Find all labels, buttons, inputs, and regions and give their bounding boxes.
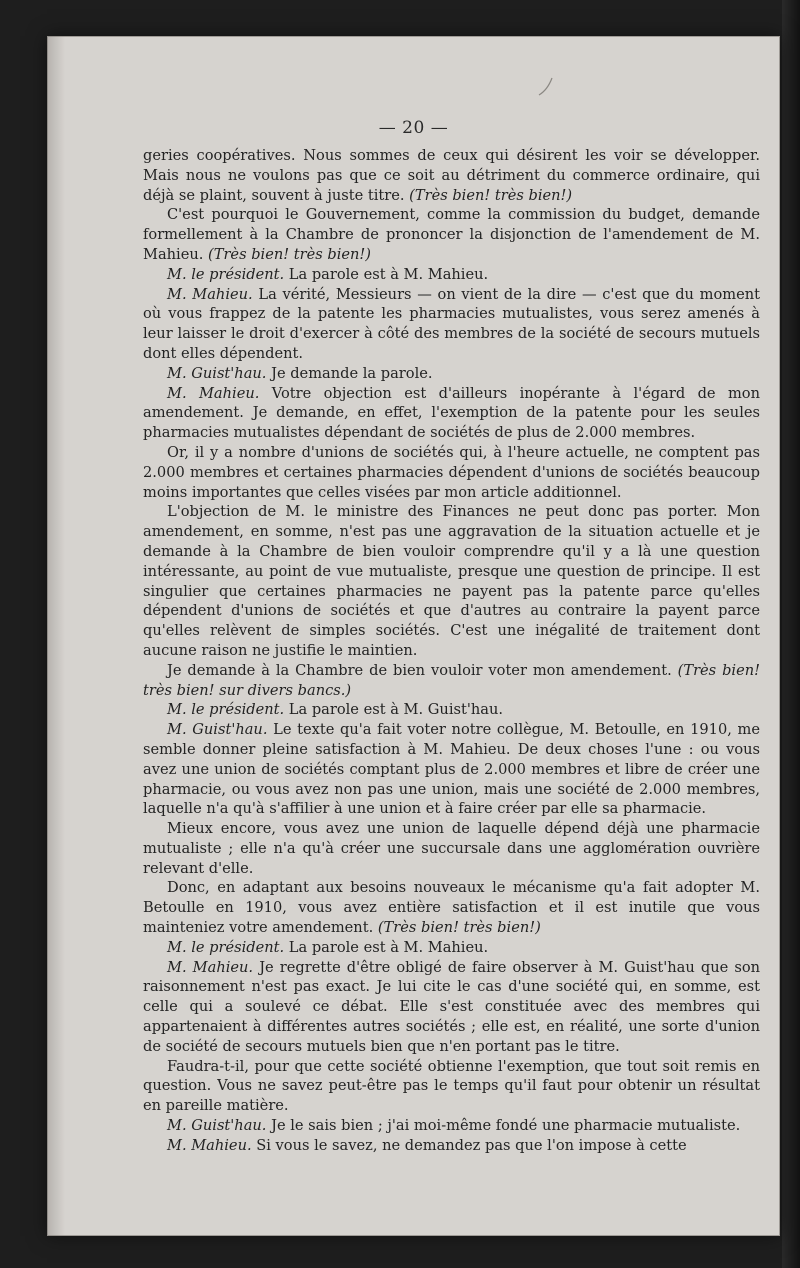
- paragraph-text: Je le sais bien ; j'ai moi-même fondé une pharmacie mutualiste.: [271, 1117, 741, 1135]
- paragraph-text: L'objection de M. le ministre des Finances ne peut donc pas porter. Mon amendement, en somme, n'est pas une aggravation de la situation actuelle et je demande à la Chambre de bien vouloir comprendre qu'il y a là une question intéressante, au point de vue mutualiste, presque une question de principe. Il est singulier que certaines pharmacies ne payent pas la patente parce qu'elles dépendent d'unions de sociétés et que d'autres au contraire la payent parce qu'elles relèvent de simples sociétés. C'est une inégalité de traitement dont aucune raison ne justifie le maintien.: [143, 503, 760, 659]
- speaker-name: M. Guist'hau.: [167, 1117, 267, 1135]
- speech-paragraph: [143, 384, 760, 443]
- document-page: [47, 36, 780, 1236]
- paragraph-text: Je demande la parole.: [271, 364, 433, 382]
- paragraph: [143, 878, 760, 937]
- paragraph: [143, 146, 760, 205]
- paragraph-text: Je demande à la Chambre de bien vouloir voter mon amendement.: [167, 661, 672, 679]
- speech-paragraph: [143, 700, 760, 720]
- paragraph-text: Faudra-t-il, pour que cette société obtienne l'exemption, que tout soit remis en question. Vous ne savez peut-être pas le temps qu'il faut pour obtenir un résultat en pareille matière.: [143, 1057, 760, 1115]
- speaker-name: M. Guist'hau.: [167, 721, 268, 739]
- speech-paragraph: [143, 1116, 760, 1136]
- speaker-name: M. Mahieu.: [167, 958, 254, 976]
- speaker-name: M. Mahieu.: [167, 384, 260, 402]
- applause-note: (Très bien! très bien!): [208, 245, 371, 263]
- paragraph-text: La parole est à M. Mahieu.: [288, 938, 489, 956]
- paragraph-text: Or, il y a nombre d'unions de sociétés qui, à l'heure actuelle, ne comptent pas 2.000 membres et certaines pharmacies dépendent d'unions de sociétés beaucoup moins importantes que celles visées par mon article additionnel.: [143, 443, 760, 501]
- speaker-name: M. le président.: [167, 265, 285, 283]
- paragraph-text: La vérité, Messieurs — on vient de la dire — c'est que du moment où vous frappez de la patente les pharmacies mutualistes, vous serez amenés à leur laisser le droit d'exercer à côté des membres de la société de secours mutuels dont elles dépendent.: [143, 285, 761, 362]
- paragraph-text: Votre objection est d'ailleurs inopérante à l'égard de mon amendement. Je demande, en effet, l'exemption de la patente pour les seules pharmacies mutualistes dépendant de sociétés de plus de 2.000 membres.: [143, 384, 760, 442]
- page-number: — 20 —: [378, 118, 449, 138]
- speech-paragraph: [143, 720, 760, 819]
- speech-paragraph: [143, 265, 760, 285]
- applause-note: (Très bien! très bien!): [409, 186, 573, 204]
- speaker-name: M. Mahieu.: [167, 285, 253, 303]
- applause-note: (Très bien! très bien!): [377, 919, 541, 937]
- scanner-backdrop: [782, 0, 800, 1268]
- paragraph-text: La parole est à M. Mahieu.: [288, 265, 489, 283]
- paragraph-text: Donc, en adaptant aux besoins nouveaux le mécanisme qu'a fait adopter M. Betoulle en 1910, vous avez entière satisfaction et il est inutile que vous mainteniez votre amendement.: [143, 879, 760, 937]
- speech-paragraph: [143, 285, 760, 364]
- pencil-mark-icon: [535, 76, 557, 98]
- body-text: [143, 146, 760, 1156]
- paragraph-text: Si vous le savez, ne demandez pas que l'on impose à cette: [256, 1136, 687, 1154]
- speaker-name: M. le président.: [167, 938, 285, 956]
- paragraph-text: C'est pourquoi le Gouvernement, comme la commission du budget, demande formellement à la Chambre de prononcer la disjonction de l'amendement de M. Mahieu.: [143, 206, 760, 263]
- paragraph: [143, 502, 760, 660]
- speech-paragraph: [143, 1136, 760, 1156]
- speech-paragraph: [143, 364, 760, 384]
- speech-paragraph: [143, 958, 760, 1057]
- paragraph-text: La parole est à M. Guist'hau.: [288, 701, 503, 719]
- speech-paragraph: [143, 938, 760, 958]
- paragraph: [143, 819, 760, 878]
- speaker-name: M. le président.: [167, 701, 285, 719]
- paragraph-text: Je regrette d'être obligé de faire observer à M. Guist'hau que son raisonnement n'est pas exact. Je lui cite le cas d'une société qui, en somme, est celle qui a soulevé ce débat. Elle s'est constituée avec des membres qui appartenaient à différentes autres sociétés ; elle est, en réalité, une sorte d'union de société de secours mutuels bien que n'en portant pas le titre.: [143, 958, 761, 1055]
- speaker-name: M. Guist'hau.: [167, 364, 267, 382]
- paragraph: [143, 443, 760, 502]
- speaker-name: M. Mahieu.: [167, 1136, 252, 1154]
- paragraph: [143, 661, 760, 701]
- binding-shadow: [47, 36, 65, 1236]
- paragraph-text: Le texte qu'a fait voter notre collègue, M. Betoulle, en 1910, me semble donner pleine satisfaction à M. Mahieu. De deux choses l'une : ou vous avez une union de sociétés comptant plus de 2.000 membres et libre de créer une pharmacie, ou vous avez non pas une union, mais une société de 2.000 membres, laquelle n'a qu'à s'affilier à une union et à faire créer par elle sa pharmacie.: [143, 721, 760, 818]
- paragraph: [143, 205, 760, 264]
- paragraph-text: geries coopératives. Nous sommes de ceux qui désirent les voir se développer. Mais nous ne voulons pas que ce soit au détriment du commerce ordinaire, qui déjà se plaint, souvent à juste titre.: [143, 147, 760, 204]
- paragraph: [143, 1057, 760, 1116]
- applause-note: (Très bien! très bien! sur divers bancs.): [143, 661, 760, 699]
- paragraph-text: Mieux encore, vous avez une union de laquelle dépend déjà une pharmacie mutualiste ; elle n'a qu'à créer une succursale dans une agglomération ouvrière relevant d'elle.: [143, 820, 760, 877]
